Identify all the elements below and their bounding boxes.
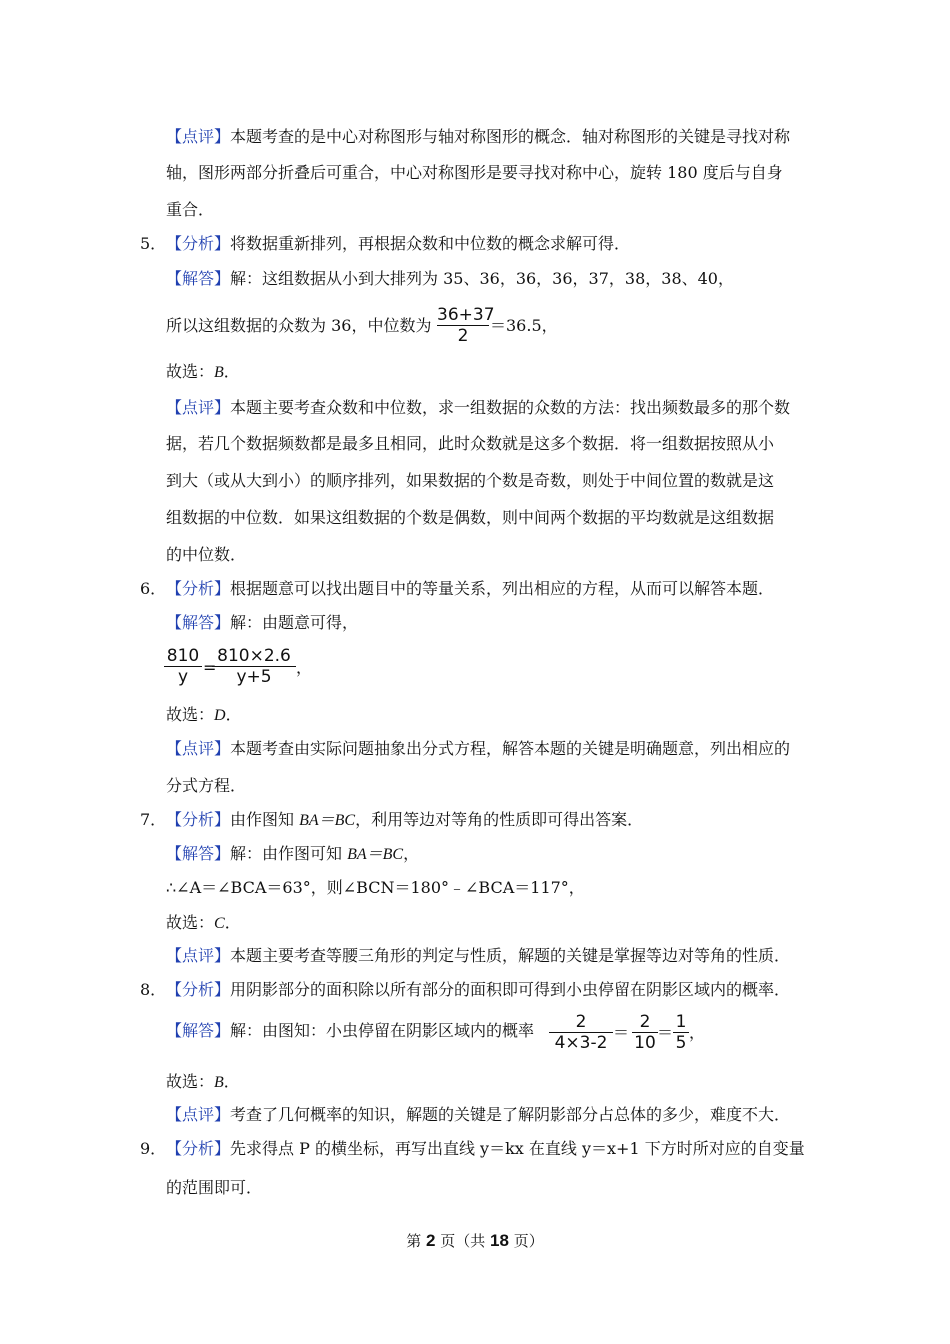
dianping-8: 【点评】考查了几何概率的知识，解题的关键是了解阴影部分占总体的多少，难度不大． — [166, 1105, 791, 1124]
jieda-6: 【解答】解：由题意可得， — [166, 613, 359, 632]
fenxi-6: 【分析】根据题意可以找出题目中的等量关系，列出相应的方程，从而可以解答本题． — [166, 579, 775, 598]
dianping-5-line-4: 组数据的中位数．如果这组数据的个数是偶数，则中间两个数据的平均数就是这组数据 — [166, 508, 775, 527]
page-footer: 第 2 页（共 18 页） — [406, 1231, 544, 1250]
angle-derivation: ∴∠A＝∠BCA＝63°，则∠BCN＝180°﹣∠BCA＝117°， — [166, 878, 585, 897]
item-number-6: 6． — [140, 579, 167, 598]
dianping-label: 【点评】 — [166, 127, 231, 146]
fenxi-label: 【分析】 — [166, 1139, 231, 1158]
dianping-label: 【点评】 — [166, 1105, 231, 1124]
jieda-label: 【解答】 — [166, 1021, 231, 1040]
dianping-label: 【点评】 — [166, 946, 231, 965]
fenxi-9-line-1: 【分析】先求得点 P 的横坐标，再写出直线 y＝kx 在直线 y＝x+1 下方时所对应的自变量 — [166, 1139, 805, 1158]
fenxi-label: 【分析】 — [166, 579, 231, 598]
jieda-label: 【解答】 — [166, 269, 231, 288]
median-fraction: 36+37 2 — [437, 305, 495, 346]
answer-8: 故选：B． — [166, 1072, 240, 1091]
probability-fraction-1: 2 4×3-2 — [549, 1012, 613, 1053]
item-number-7: 7． — [140, 810, 167, 829]
fenxi-7: 【分析】由作图知 BA＝BC，利用等边对等角的性质即可得出答案． — [166, 810, 644, 829]
equation-comma: ， — [296, 658, 313, 677]
dianping-6-line-2: 分式方程． — [166, 776, 247, 795]
jieda-label: 【解答】 — [166, 613, 231, 632]
jieda-7: 【解答】解：由作图可知 BA＝BC， — [166, 844, 420, 863]
fenxi-9-line-2: 的范围即可． — [166, 1178, 263, 1197]
fenxi-5: 【分析】将数据重新排列，再根据众数和中位数的概念求解可得． — [166, 234, 631, 253]
dianping-5-line-1: 【点评】本题主要考查众数和中位数，求一组数据的众数的方法：找出频数最多的那个数 — [166, 398, 791, 417]
dianping-5-line-2: 据，若几个数据频数都是最多且相同，此时众数就是这多个数据．将一组数据按照从小 — [166, 434, 775, 453]
probability-fraction-3: 1 5 — [673, 1012, 689, 1053]
probability-comma: ， — [689, 1023, 706, 1042]
dianping-label: 【点评】 — [166, 398, 231, 417]
answer-7: 故选：C． — [166, 913, 241, 932]
equals-sign-2: ＝ — [657, 1023, 674, 1042]
jieda-5: 【解答】解：这组数据从小到大排列为 35、36，36，36，37，38，38、40， — [166, 269, 734, 288]
dianping-5-line-3: 到大（或从大到小）的顺序排列，如果数据的个数是奇数，则处于中间位置的数就是这 — [166, 471, 775, 490]
jieda-5-median-line: 所以这组数据的众数为 36，中位数为 — [166, 316, 432, 335]
total-page-count: 18 — [490, 1231, 509, 1250]
item-number-9: 9． — [140, 1139, 167, 1158]
jieda-label: 【解答】 — [166, 844, 231, 863]
fenxi-label: 【分析】 — [166, 234, 231, 253]
dianping-6-line-1: 【点评】本题考查由实际问题抽象出分式方程，解答本题的关键是明确题意，列出相应的 — [166, 739, 791, 758]
item-number-5: 5． — [140, 234, 167, 253]
fenxi-label: 【分析】 — [166, 980, 231, 999]
dianping-label: 【点评】 — [166, 739, 231, 758]
fenxi-label: 【分析】 — [166, 810, 231, 829]
probability-fraction-2: 2 10 — [632, 1012, 658, 1053]
answer-6: 故选：D． — [166, 705, 242, 724]
dianping-4-line-1: 【点评】本题考查的是中心对称图形与轴对称图形的概念．轴对称图形的关键是寻找对称 — [166, 127, 791, 146]
equals-sign: = — [203, 658, 217, 677]
item-number-8: 8． — [140, 980, 167, 999]
dianping-4-line-3: 重合． — [166, 200, 215, 219]
equation-fraction-right: 810×2.6 y+5 — [212, 646, 296, 687]
median-result: ＝36.5， — [490, 316, 558, 335]
current-page-number: 2 — [426, 1231, 436, 1250]
dianping-5-line-5: 的中位数． — [166, 545, 247, 564]
equation-fraction-left: 810 y — [164, 646, 202, 687]
dianping-7: 【点评】本题主要考查等腰三角形的判定与性质，解题的关键是掌握等边对等角的性质． — [166, 946, 791, 965]
equals-sign-1: ＝ — [613, 1023, 630, 1042]
fenxi-8: 【分析】用阴影部分的面积除以所有部分的面积即可得到小虫停留在阴影区域内的概率． — [166, 980, 791, 999]
dianping-4-line-2: 轴，图形两部分折叠后可重合，中心对称图形是要寻找对称中心，旋转 180 度后与自身 — [166, 163, 783, 182]
jieda-8: 【解答】解：由图知：小虫停留在阴影区域内的概率 — [166, 1021, 535, 1040]
answer-5: 故选：B． — [166, 362, 240, 381]
